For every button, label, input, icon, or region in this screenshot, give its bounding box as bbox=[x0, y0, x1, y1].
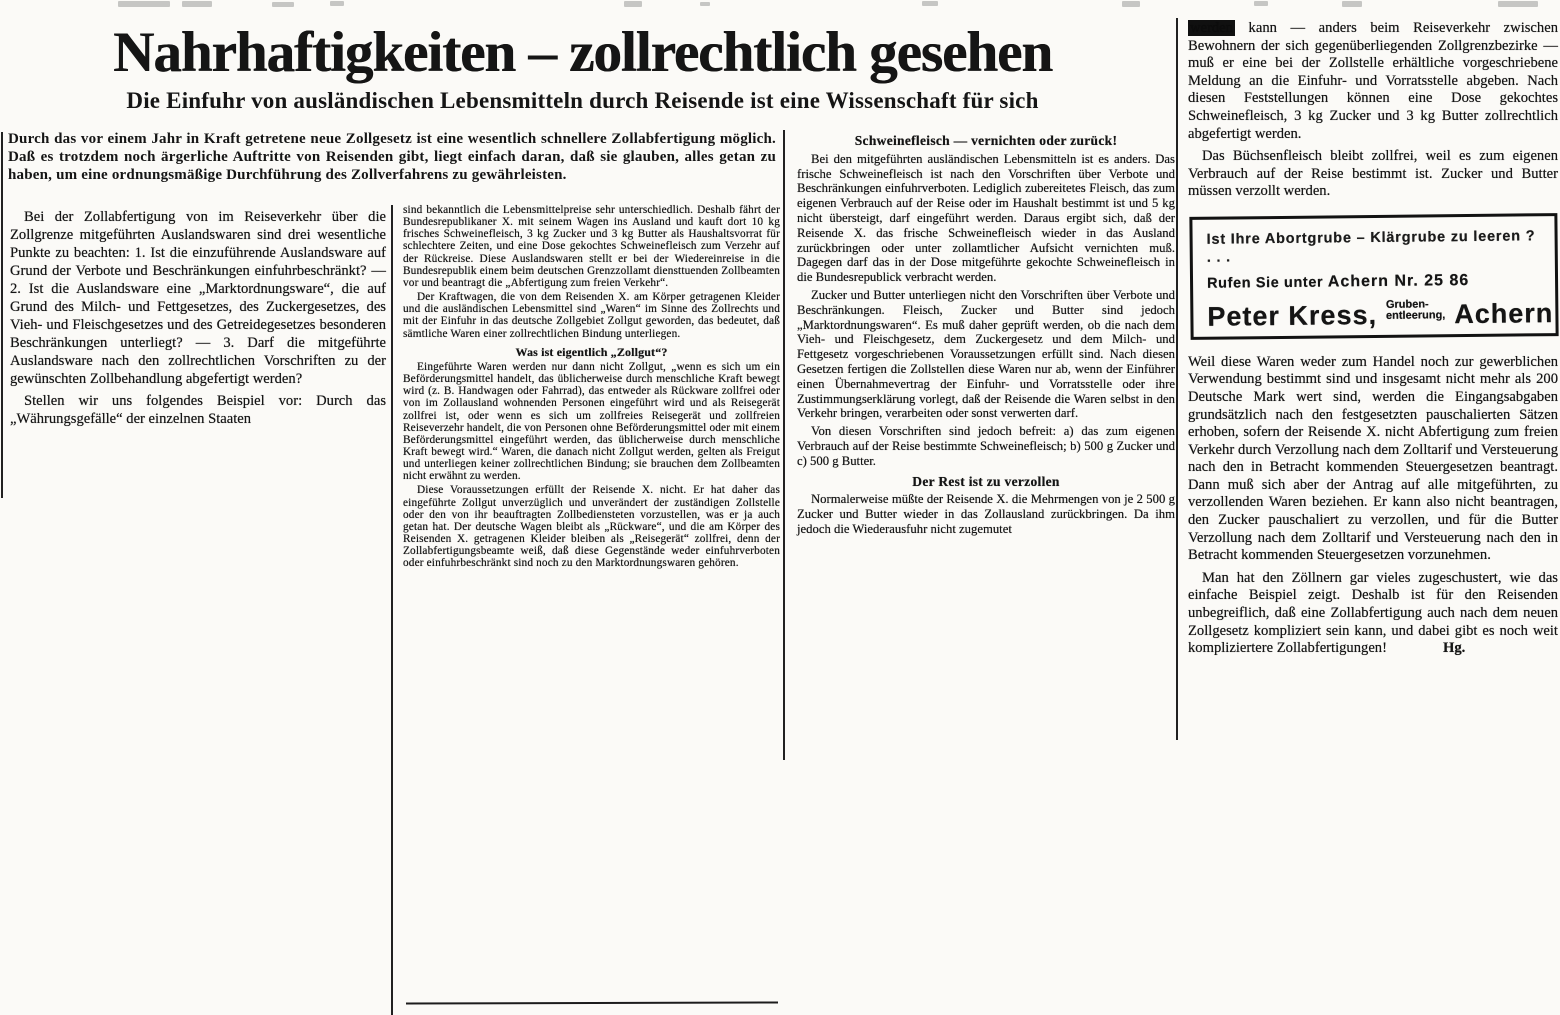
paragraph: Zucker und Butter unterliegen nicht den Vorschriften über Verbote und Beschränkungen. Fleisch, Zucker und Butter sind jedoch „Marktordnungswaren“. Es muß daher geprüft werden, ob die nach dem Vieh- und Fleischgesetz, dem Zuckergesetz und dem Milch- und Fettgesetz vorgeschriebenen Voraussetzungen erfüllt sind. Nach diesen Gesetzen fertigen die Zollstellen diese Waren nur ab, wenn der Einführer einen Übernahmevertrag der Einfuhr- und Vorratsstelle oder ihre Zustimmungserklärung vorlegt, daß der Reisende die Waren selbst in den Verkehr bringen, verarbeiten oder sonst verwerten darf. bbox=[797, 287, 1175, 421]
column-rule-3-4 bbox=[1176, 18, 1178, 740]
column-2 bbox=[403, 204, 780, 570]
paragraph: sind bekanntlich die Lebensmittelpreise sehr unterschiedlich. Deshalb fährt der Bundesrepublikaner X. mit seinem Wagen ins Ausland und kauft dort 10 kg frisches Schweinefleisch, 3 kg Zucker und 3 kg Butter als Haushaltsvorrat für schlechtere Zeiten, und eine Dose gekochtes Schweinefleisch zum Verzehr auf der Rückreise. Diese Auslandswaren stellt er bei der Wiedereinreise in die Bundesrepublik einem beim deutschen Grenzzollamt diensttuenden Zollbeamten vor und beantragt die „Abfertigung zum freien Verkehr“. bbox=[403, 204, 780, 289]
author-initials: Hg. bbox=[1442, 640, 1466, 657]
left-edge-rule bbox=[1, 132, 3, 498]
column-3 bbox=[797, 128, 1175, 537]
article-end-rule bbox=[406, 1002, 778, 1005]
paragraph: Das Büchsenfleisch bleibt zollfrei, weil es zum eigenen Verbrauch auf der Reise bestimmt ist. Zucker und Butter müssen verzollt werden. bbox=[1188, 148, 1558, 200]
ad-phone-number: Achern Nr. 25 86 bbox=[1327, 272, 1470, 291]
paragraph: Diese Voraussetzungen erfüllt der Reisende X. nicht. Er hat daher das eingeführte Zollgut unverzüglich und unverändert der zuständigen Zollstelle oder den von ihr beauftragten Zollbediensteten vorzustellen, was er ja auch getan hat. Der deutsche Wagen bleibt als „Rückware“, und die am Körper des Reisenden X. getragenen Kleider bleiben als „Reisegerät“ zollfrei, denn der Zollabfertigungsbeamte weiß, daß diese Gegenstände weder einfuhrverboten oder einfuhrbeschränkt sind noch zu den Marktordnungswaren gehören. bbox=[403, 484, 780, 570]
paragraph-text: kann — anders beim Reiseverkehr zwischen Bewohnern der sich gegenüberliegenden Zollgrenzbezirke — muß er eine bei der Zollstelle erhältliche vorgeschriebene Meldung an die Einfuhr- und Vorratsstelle abgeben. Nach diesen Feststellungen können eine Dose gekochtes Schweinefleisch, 3 kg Zucker und 3 kg Butter zollrechtlich abgefertigt werden. bbox=[1188, 20, 1558, 142]
scan-artifact bbox=[624, 1, 642, 7]
paragraph bbox=[1188, 570, 1558, 658]
scan-artifact bbox=[922, 1, 938, 6]
paragraph: Weil diese Waren weder zum Handel noch zur gewerblichen Verwendung bestimmt sind und insgesamt nicht mehr als 200 Deutsche Mark wert sind, werden die Eingangsabgaben grundsätzlich nach den festgesetzten pauschalierten Sätzen erhoben, sofern der Reisende X. nicht Abfertigung zum freien Verkehr durch Verzollung nach dem Zolltarif und Versteuerung nach den in Betracht kommenden Steuergesetzen beantragt. Dann muß sich aber der Antrag auf alle mitgeführten, zu verzollenden Waren beziehen. Er kann also nicht beantragen, den Zucker pauschaliert zu verzollen, und für die Butter Verzollung nach dem Zolltarif und Versteuerung nach den in Betracht kommenden Steuergesetzen vorzunehmen. bbox=[1188, 353, 1558, 564]
paragraph-text: Man hat den Zöllnern gar vieles zugeschustert, wie das einfache Beispiel zeigt. Deshalb ist für den Reisenden unbegreiflich, daß eine Zollabfertigung auch nach dem neuen Zollgesetz kompliziert sein kann, und dabei gibt es noch weit kompliziertere Zollabfertigungen! bbox=[1188, 569, 1558, 657]
article-headline: Nahrhaftigkeiten – zollrechtlich gesehen bbox=[113, 21, 1052, 84]
scan-artifact bbox=[1498, 1, 1538, 7]
section-heading-schweinefleisch: Schweinefleisch — vernichten oder zurück! bbox=[854, 133, 1118, 148]
advertisement-box bbox=[1189, 213, 1558, 340]
masthead bbox=[55, 22, 1110, 114]
scan-artifact bbox=[330, 1, 344, 6]
paragraph bbox=[1188, 20, 1558, 143]
paragraph: Der Kraftwagen, die von dem Reisenden X. am Körper getragenen Kleider und die ausländischen Lebensmittel sind „Waren“ im Sinne des Zollrechts und mit der Einfuhr in das deutsche Zollgebiet Zollgut geworden, das bedeutet, daß sämtliche Waren einer zollrechtlichen Bindung unterliegen. bbox=[403, 291, 780, 340]
scan-artifact bbox=[700, 2, 710, 6]
column-rule-1-2 bbox=[391, 205, 393, 1015]
ad-service-bottom: entleerung, bbox=[1385, 308, 1446, 322]
lead-paragraph: Durch das vor einem Jahr in Kraft getretene neue Zollgesetz ist eine wesentlich schnellere Zollabfertigung möglich. Daß es trotzdem noch ärgerliche Auftritte von Reisenden gibt, liegt einfach daran, daß sie glauben, alles getan zu haben, um eine ordnungsmäßige Durchführung des Zollverfahrens zu gewährleisten. bbox=[8, 131, 776, 184]
ad-company-service bbox=[1386, 299, 1446, 325]
ad-service-top: Gruben- bbox=[1385, 298, 1429, 311]
section-heading-zollgut: Was ist eigentlich „Zollgut“? bbox=[515, 344, 668, 359]
scan-artifact bbox=[1122, 1, 1140, 7]
inked-out-word: werden bbox=[1190, 20, 1233, 36]
paragraph: Normalerweise müßte der Reisende X. die Mehrmengen von je 2 500 g Zucker und Butter wieder in das Zollausland zurückbringen. Da ihm jedoch die Wiederausfuhr nicht zugemutet bbox=[797, 492, 1175, 536]
paragraph: Stellen wir uns folgendes Beispiel vor: Durch das „Währungsgefälle“ der einzelnen Staaten bbox=[10, 393, 386, 427]
scan-artifact bbox=[118, 1, 170, 7]
scan-artifact bbox=[182, 1, 212, 7]
ad-company-line bbox=[1207, 298, 1554, 332]
article-subheadline: Die Einfuhr von ausländischen Lebensmitteln durch Reisende ist eine Wissenschaft für sich bbox=[126, 88, 1039, 113]
paragraph: Eingeführte Waren werden nur dann nicht Zollgut, „wenn es sich um ein Beförderungsmittel handelt, das üblicherweise durch menschliche Kraft bewegt wird (z. B. Handwagen oder Fahrrad), das entweder als Rückware zollfrei oder von im Zollausland wohnenden Personen eingeführt wird und als Reisegerät zollfrei ist, oder wenn es sich um zollfreies Reisegerät und zollfreien Reiseverzehr handelt, die von Personen ohne Beförderungsmittel oder mit einem Beförderungsmittel eingeführt werden, das üblicherweise durch menschliche Kraft bewegt wird.“ Waren, die danach nicht Zollgut werden, gelten als Freigut und unterliegen keiner zollrechtlichen Bindung; sie brauchen dem Zollbeamten nicht erwähnt zu werden. bbox=[403, 360, 780, 483]
column-1 bbox=[10, 208, 386, 428]
scan-artifact bbox=[1254, 1, 1268, 6]
scan-artifact bbox=[1342, 1, 1362, 7]
ad-phone-prefix: Rufen Sie unter bbox=[1206, 274, 1328, 292]
paragraph: Von diesen Vorschriften sind jedoch befreit: a) das zum eigenen Verbrauch auf der Reise bestimmte Schweinefleisch; b) 500 g Zucker und c) 500 g Butter. bbox=[797, 424, 1175, 468]
scan-artifact bbox=[272, 2, 294, 7]
ad-company-city: Achern bbox=[1454, 298, 1554, 330]
ad-question-line: Ist Ihre Abortgrube – Klärgrube zu leeren ? . . . bbox=[1206, 228, 1536, 266]
ad-company-name: Peter Kress, bbox=[1207, 300, 1378, 332]
section-heading-rest-verzollen: Der Rest ist zu verzollen bbox=[912, 473, 1060, 489]
column-4 bbox=[1188, 20, 1558, 658]
column-rule-2-3 bbox=[783, 130, 785, 760]
paragraph: Bei den mitgeführten ausländischen Lebensmitteln ist es anders. Das frische Schweinefleisch ist nach den Vorschriften über Verbote und Beschränkungen einfuhrverboten. Lediglich zubereitetes Fleisch, das zum eigenen Verbrauch auf der Reise oder im Haushalt bestimmt ist und 5 kg nicht übersteigt, darf eingeführt werden. Daraus ergibt sich, daß der Reisende X. das frische Schweinefleisch wieder in das Ausland zurückbringen oder unter zollamtlicher Aufsicht vernichten muß. Dagegen darf das in der Dose mitgeführte gekochte Schweinefleisch in die Bundesrepublick verbracht werden. bbox=[797, 151, 1175, 285]
paragraph: Bei der Zollabfertigung von im Reiseverkehr über die Zollgrenze mitgeführten Auslandswaren sind drei wesentliche Punkte zu beachten: 1. Ist die einzuführende Auslandsware auf Grund der Verbote und Beschränkungen einfuhrbeschränkt? — 2. Ist die Auslandsware eine „Marktordnungsware“, die auf Grund des Milch- und Fettgesetzes, des Zuckergesetzes, des Vieh- und Fleischgesetzes und des Getreidegesetzes besonderen Beschränkungen unterliegt? — 3. Darf die mitgeführte Auslandsware nach den zollrechtlichen Vorschriften zu der gewünschten Zollbehandlung abgefertigt werden? bbox=[10, 209, 386, 387]
ad-phone-line bbox=[1207, 271, 1543, 293]
